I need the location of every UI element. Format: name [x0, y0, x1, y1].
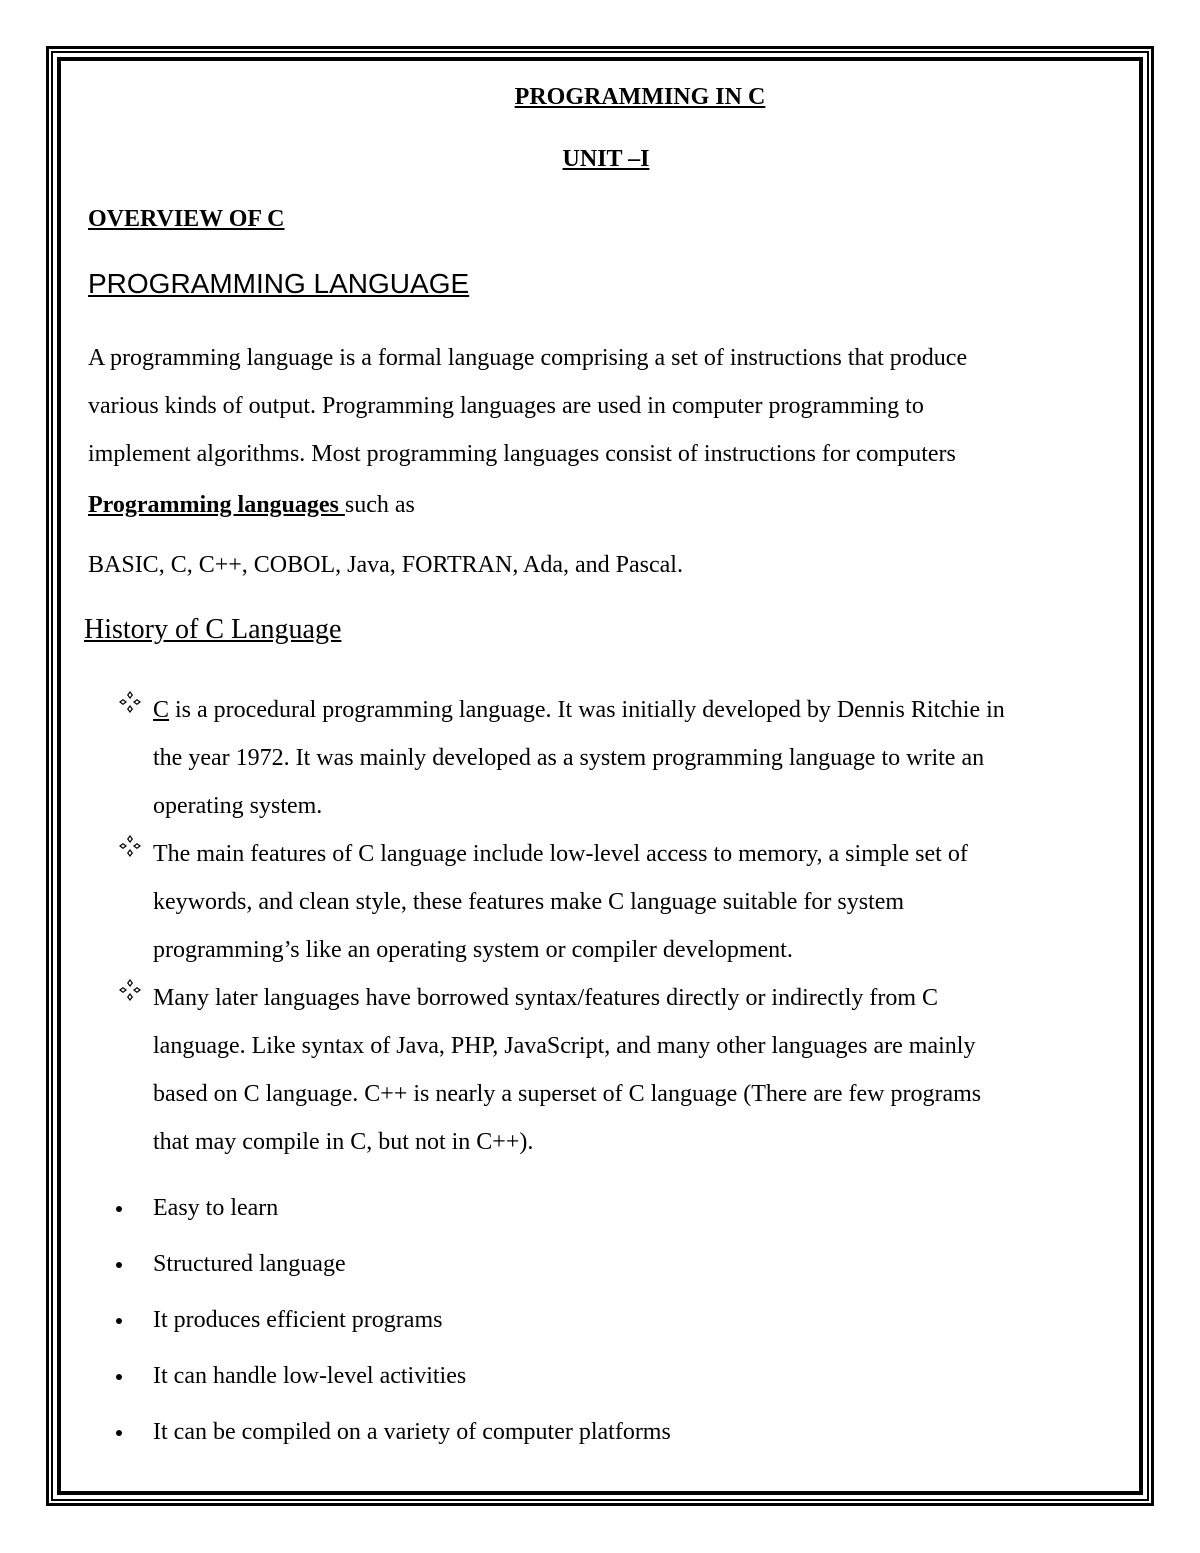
feature-item: [114, 1414, 671, 1470]
history-heading: History of C Language: [84, 614, 342, 645]
programming-language-paragraph: [88, 334, 1128, 478]
history-item-line: Many later languages have borrowed syntax/features directly or indirectly from C: [153, 985, 939, 1011]
feature-item: [114, 1246, 671, 1302]
history-item-line: that may compile in C, but not in C++).: [153, 1129, 534, 1155]
diamond-bullet-icon: [118, 834, 142, 858]
such-as-rest: such as: [344, 492, 415, 518]
feature-text: Easy to learn: [153, 1195, 279, 1221]
bullet-dot-icon: [116, 1430, 122, 1436]
feature-text: It produces efficient programs: [153, 1307, 443, 1333]
history-item: [118, 830, 1138, 974]
bullet-dot-icon: [116, 1374, 122, 1380]
programming-language-heading: PROGRAMMING LANGUAGE: [88, 268, 470, 299]
history-item-line: based on C language. C++ is nearly a superset of C language (There are few programs: [153, 1081, 982, 1107]
diamond-bullet-icon: [118, 978, 142, 1002]
feature-text: Structured language: [153, 1251, 346, 1277]
feature-text: It can handle low-level activities: [153, 1363, 467, 1389]
such-as-line: [88, 492, 415, 519]
unit-title: UNIT –I: [562, 146, 650, 172]
history-item-line: language. Like syntax of Java, PHP, JavaScript, and many other languages are mainly: [153, 1033, 976, 1059]
languages-list: BASIC, C, C++, COBOL, Java, FORTRAN, Ada, and Pascal.: [88, 552, 683, 578]
paragraph-line: various kinds of output. Programming languages are used in computer programming to: [88, 393, 924, 419]
bullet-dot-icon: [116, 1318, 122, 1324]
feature-item: [114, 1302, 671, 1358]
document-title: PROGRAMMING IN C: [514, 84, 766, 110]
history-item-line: operating system.: [153, 793, 323, 819]
bullet-dot-icon: [116, 1262, 122, 1268]
history-list: [118, 686, 1138, 1166]
c-underlined: C: [153, 697, 170, 723]
history-item-line: [153, 686, 1138, 734]
such-as-bold: Programming languages: [88, 492, 345, 518]
history-item: [118, 974, 1138, 1166]
feature-item: [114, 1190, 671, 1246]
history-item-line: The main features of C language include low-level access to memory, a simple set of: [153, 841, 968, 867]
paragraph-line: A programming language is a formal language comprising a set of instructions that produce: [88, 345, 968, 371]
history-item-line: keywords, and clean style, these features make C language suitable for system: [153, 889, 905, 915]
bullet-dot-icon: [116, 1206, 122, 1212]
paragraph-line: implement algorithms. Most programming languages consist of instructions for computers: [88, 441, 956, 467]
history-item: [118, 686, 1138, 830]
diamond-bullet-icon: [118, 690, 142, 714]
feature-item: [114, 1358, 671, 1414]
history-item-line: the year 1972. It was mainly developed as a system programming language to write an: [153, 745, 985, 771]
feature-text: It can be compiled on a variety of computer platforms: [153, 1419, 671, 1445]
overview-heading: OVERVIEW OF C: [88, 206, 285, 232]
history-item-line: programming’s like an operating system or compiler development.: [153, 937, 793, 963]
features-list: [114, 1190, 671, 1470]
history-item-text: is a procedural programming language. It was initially developed by Dennis Ritchie in: [169, 697, 1005, 723]
